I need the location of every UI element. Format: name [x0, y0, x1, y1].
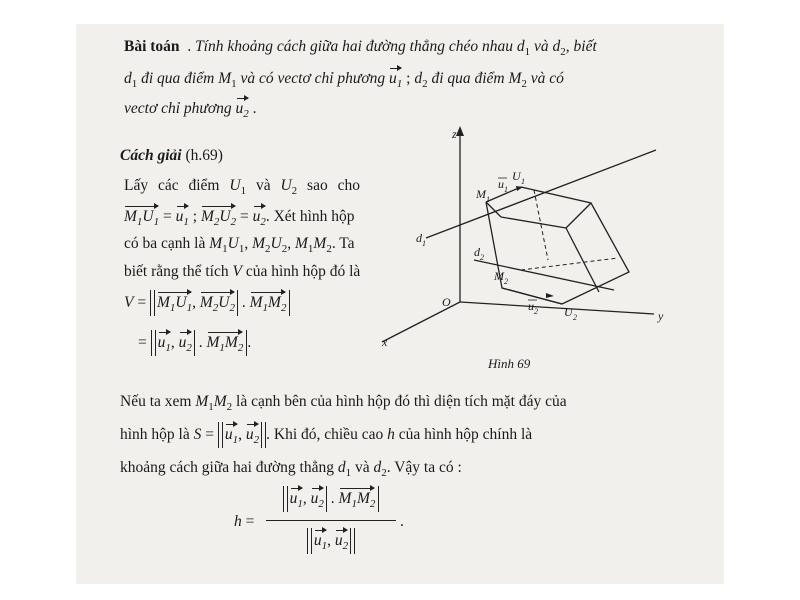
conclusion-text-3b: và — [354, 459, 370, 476]
height-formula-lhs: h = — [234, 513, 255, 530]
u1-vector-label: u — [498, 177, 504, 191]
solution-heading — [120, 146, 223, 166]
solution-text-4b: của hình hộp đó là — [245, 263, 361, 280]
m1-sub: 1 — [486, 195, 490, 204]
u1-point-label: U — [512, 169, 521, 183]
solution-text-3a: có ba cạnh là — [124, 235, 206, 252]
origin-label: O — [442, 295, 451, 309]
axis-z-label: z — [452, 127, 457, 141]
solution-heading-text: Cách giải — [120, 147, 182, 164]
conclusion-text-1a: Nếu ta xem — [120, 393, 192, 410]
problem-text-2d: và có — [530, 70, 564, 87]
problem-text-3: vectơ chỉ phương — [124, 100, 232, 117]
height-formula-numerator: $u_1$, $u_2$ . $M_1M_2$ — [266, 486, 396, 512]
figure-parallelepiped — [376, 120, 696, 385]
problem-and: và — [534, 38, 549, 55]
problem-text-1: Tính khoảng cách giữa hai đường thẳng chéo nhau — [195, 38, 513, 55]
problem-text-2b: và có vectơ chỉ phương — [240, 70, 386, 87]
m2-sub: 2 — [504, 277, 508, 286]
conclusion-line-1: Nếu ta xem $M_1M_2$ là cạnh bên của hình hộp đó thì diện tích mặt đáy của — [120, 393, 567, 413]
problem-text-2c: đi qua điểm — [431, 70, 505, 87]
problem-mark: . — [183, 38, 192, 55]
d1-sub: 1 — [422, 239, 426, 248]
conclusion-text-2b: . Khi đó, chiều cao — [266, 426, 384, 443]
conclusion-text-2c: của hình hộp chính là — [398, 426, 533, 443]
solution-line-1: Lấy các điểm $U_1$ và $U_2$ sao cho — [124, 177, 360, 197]
solution-text-3b: . Ta — [331, 235, 355, 252]
height-formula-denominator: $u_1$, $u_2$ — [266, 528, 396, 554]
problem-line-1: Bài toán . Tính khoảng cách giữa hai đường thẳng chéo nhau $d_1$ và $d_2$, biết — [124, 38, 597, 58]
solution-text-1: Lấy các điểm — [124, 177, 220, 194]
conclusion-text-3c: . Vậy ta có : — [386, 459, 462, 476]
fraction-bar — [266, 520, 396, 521]
u2-vector-sub: 2 — [534, 307, 538, 316]
u2-point-label: U — [564, 305, 573, 319]
u1-vector-sub: 1 — [504, 185, 508, 194]
u1-point-sub: 1 — [521, 177, 525, 186]
volume-formula-2: = $u_1$, $u_2$ . $M_1M_2$ . — [138, 330, 251, 356]
d2-sub: 2 — [480, 253, 484, 262]
conclusion-text-3a: khoảng cách giữa hai đường thẳng — [120, 459, 334, 476]
m1-label: M — [476, 187, 486, 201]
d2-label: d — [474, 245, 480, 259]
figure-ref: (h.69) — [185, 147, 223, 164]
u2-point-sub: 2 — [573, 313, 577, 322]
conclusion-line-3: khoảng cách giữa hai đường thẳng $d_1$ và $d_2$. Vậy ta có : — [120, 459, 462, 479]
volume-formula: $V = M_1U_1$, $M_2U_2$ . $M_1M_2$ — [124, 290, 290, 316]
solution-line-2: $M_1U_1 = u_1$ ; $M_2U_2 = u_2$. Xét hình hộp — [124, 204, 355, 230]
m2-label: M — [494, 269, 504, 283]
solution-text-1b: và — [255, 177, 271, 194]
d1-label: d — [416, 231, 422, 245]
solution-text-4a: biết rằng thể tích — [124, 263, 229, 280]
formula-period: . — [400, 513, 404, 530]
conclusion-text-2a: hình hộp là — [120, 426, 190, 443]
problem-text-2a: đi qua điểm — [141, 70, 215, 87]
axis-y-label: y — [658, 309, 664, 323]
problem-line-3: vectơ chỉ phương $u_2$ . — [124, 96, 257, 122]
figure-caption: Hình 69 — [488, 356, 531, 371]
solution-line-4: biết rằng thể tích V của hình hộp đó là — [124, 263, 361, 280]
problem-line-2: $d_1$ đi qua điểm $M_1$ và có vectơ chỉ phương $u_1$ ; $d_2$ đi qua điểm $M_2$ và có — [124, 66, 564, 94]
u2-vector-label: u — [528, 299, 534, 313]
textbook-page — [76, 24, 724, 584]
solution-text-1c: sao cho — [307, 177, 360, 194]
solution-line-3: có ba cạnh là $M_1U_1$, $M_2U_2$, $M_1M_2$. Ta — [124, 235, 355, 255]
conclusion-text-1b: là cạnh bên của hình hộp đó thì diện tích mặt đáy của — [236, 393, 567, 410]
problem-label: Bài toán — [124, 38, 180, 55]
problem-biet: , biết — [565, 38, 597, 55]
solution-text-2: . Xét hình hộp — [265, 208, 355, 225]
axis-x-label: x — [382, 335, 388, 349]
conclusion-line-2: hình hộp là $S = u_1$, $u_2$ . Khi đó, chiều cao h của hình hộp chính là — [120, 422, 532, 448]
